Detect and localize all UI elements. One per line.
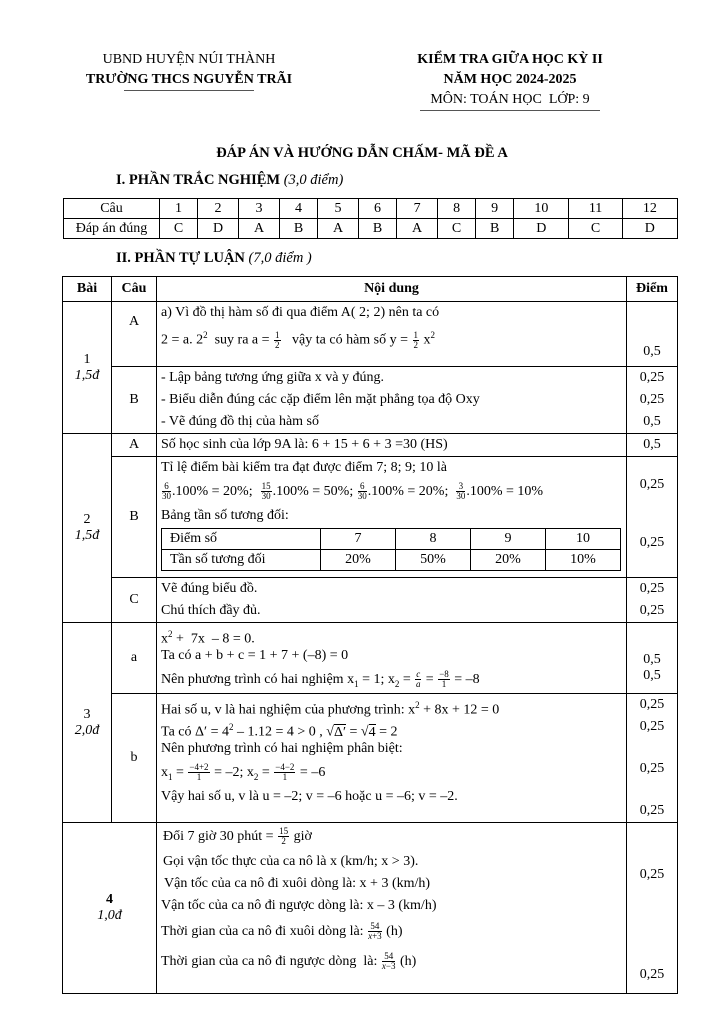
a-cell: D bbox=[622, 219, 677, 239]
b2-number: 2 bbox=[83, 512, 91, 527]
score: 0,25 bbox=[639, 392, 665, 407]
q-cell: 2 bbox=[198, 199, 239, 219]
freq-h2: 8 bbox=[396, 529, 471, 550]
score: 0,5 bbox=[643, 668, 661, 683]
score: 0,25 bbox=[639, 370, 665, 385]
b1-a-row bbox=[63, 302, 678, 367]
b1-a-content bbox=[157, 302, 627, 367]
b4-line4: Vận tốc của ca nô đi ngược dòng là: x – 3 (km/h) bbox=[161, 898, 437, 913]
b4-line6a: Thời gian của ca nô đi ngược dòng là: bbox=[161, 954, 381, 969]
part1-heading-text: I. PHẦN TRẮC NGHIỆM bbox=[116, 172, 281, 188]
part2-heading-text: II. PHẦN TỰ LUẬN bbox=[116, 250, 245, 266]
b2-c-scores bbox=[627, 578, 678, 623]
b2-b-line1: Tỉ lệ điểm bài kiểm tra đạt được điểm 7; 8; 9; 10 là bbox=[161, 460, 447, 475]
b3-a-content bbox=[157, 623, 627, 694]
b3-b-line4: $x_1$ = $\frac{-4+2}{1}$ = –2; $x_2$ = $\frac{-4-2}{1}$ = –6 bbox=[161, 762, 326, 783]
b3-b-line1: Hai số u, v là hai nghiệm của phương trình: $x^2 + 8x + 12 = 0$ bbox=[161, 700, 500, 718]
frac: $\frac{6}{30}$ bbox=[357, 481, 367, 502]
school-underline bbox=[124, 90, 254, 91]
b4-scores bbox=[627, 823, 678, 994]
col-content: Nội dung bbox=[157, 277, 627, 302]
b2-c-label: C bbox=[112, 578, 157, 623]
b3-a-label: a bbox=[112, 623, 157, 694]
b2-b-line2 bbox=[161, 479, 622, 505]
b4-line5b: (h) bbox=[382, 924, 403, 939]
b4-line5a: Thời gian của ca nô đi xuôi dòng là: bbox=[161, 924, 368, 939]
b4-row bbox=[63, 823, 678, 994]
pct-1: .100% = 20%; bbox=[172, 484, 253, 499]
b3-b-line1a: Hai số u, v là hai nghiệm của phương trình: x bbox=[161, 702, 416, 718]
b3-a-line1b: + 7x – 8 = 0. bbox=[172, 631, 255, 647]
b3-b-line1b: + 8x + 12 = 0 bbox=[419, 702, 500, 718]
a-cell: A bbox=[239, 219, 280, 239]
freq-r0: Tần số tương đối bbox=[162, 550, 321, 571]
freq-r2: 50% bbox=[396, 550, 471, 571]
freq-r3: 20% bbox=[471, 550, 546, 571]
b3-a-line3c: = –8 bbox=[450, 672, 480, 687]
b3-a-line2: Ta có a + b + c = 1 + 7 + (–8) = 0 bbox=[161, 648, 349, 663]
frac: $\frac{3}{30}$ bbox=[456, 481, 466, 502]
b1-b-content bbox=[157, 367, 627, 434]
b1-a-line2d: x bbox=[420, 332, 431, 348]
header-left bbox=[64, 50, 314, 91]
a-cell: D bbox=[198, 219, 239, 239]
b3-b-line2a: Ta có Δ′ = 4 bbox=[161, 724, 229, 740]
answer-table-row-answers bbox=[64, 219, 678, 239]
b4-number: 4 bbox=[106, 892, 113, 907]
b2-c-content bbox=[157, 578, 627, 623]
b1-a-line2b: suy ra a = bbox=[207, 332, 274, 348]
b2-b-line3: Bảng tần số tương đối: bbox=[161, 508, 289, 523]
b3-a-line1 bbox=[161, 623, 626, 645]
a-cell: D bbox=[514, 219, 569, 239]
freq-value-row bbox=[162, 550, 621, 571]
b2-cell bbox=[63, 434, 112, 623]
sqrt-delta: √Δ′ = √4 bbox=[326, 724, 376, 740]
score: 0,25 bbox=[639, 967, 665, 982]
q-cell: 8 bbox=[438, 199, 476, 219]
score: 0,25 bbox=[639, 477, 665, 492]
b1-a-line2c: vậy ta có hàm số y = bbox=[281, 332, 412, 348]
frequency-table bbox=[161, 528, 621, 571]
b4-content bbox=[157, 823, 627, 994]
freq-r4: 10% bbox=[546, 550, 621, 571]
frac: $\frac{1}{2}$ bbox=[275, 329, 280, 350]
score: 0,25 bbox=[639, 535, 665, 550]
score: 0,25 bbox=[639, 803, 665, 818]
score: 0,5 bbox=[643, 652, 661, 667]
b4-line5 bbox=[161, 917, 626, 947]
a-cell: C bbox=[160, 219, 198, 239]
b2-b-label: B bbox=[112, 457, 157, 578]
b3-b-scores bbox=[627, 694, 678, 823]
page-title: ĐÁP ÁN VÀ HƯỚNG DẪN CHẤM- MÃ ĐỀ A bbox=[216, 145, 508, 161]
q-cell: 3 bbox=[239, 199, 280, 219]
q-cell: 10 bbox=[514, 199, 569, 219]
b1-b-row bbox=[63, 367, 678, 434]
freq-header-row bbox=[162, 529, 621, 550]
b3-b-line2c: = 2 bbox=[375, 724, 398, 740]
b1-b-label: B bbox=[112, 367, 157, 434]
b3-b-label: b bbox=[112, 694, 157, 823]
b3-a-scores bbox=[627, 623, 678, 694]
b4-line1b: giờ bbox=[290, 829, 312, 844]
q-cell: 9 bbox=[476, 199, 514, 219]
q-cell: 7 bbox=[397, 199, 438, 219]
b3-points: 2,0đ bbox=[74, 722, 100, 738]
b1-b-line3: - Vẽ đúng đồ thị của hàm số bbox=[161, 414, 319, 429]
b1-a-line1: a) Vì đồ thị hàm số đi qua điểm A( 2; 2) nên ta có bbox=[161, 305, 440, 320]
b4-line6 bbox=[161, 947, 626, 977]
b2-b-row bbox=[63, 457, 678, 578]
q-cell: 1 bbox=[160, 199, 198, 219]
b3-cell bbox=[63, 623, 112, 823]
b3-b-line5: Vậy hai số u, v là u = –2; v = –6 hoặc u = –6; v = –2. bbox=[161, 789, 458, 804]
frac: $\frac{-4+2}{1}$ bbox=[189, 762, 209, 783]
a-cell: B bbox=[359, 219, 397, 239]
q-cell: 11 bbox=[569, 199, 622, 219]
school-name: TRƯỜNG THCS NGUYỄN TRÃI bbox=[85, 72, 293, 87]
q-cell: 4 bbox=[279, 199, 317, 219]
q-cell: 12 bbox=[622, 199, 677, 219]
score: 0,25 bbox=[639, 761, 665, 776]
essay-table bbox=[62, 276, 678, 994]
frac: $\frac{1}{2}$ bbox=[413, 329, 419, 350]
score: 0,25 bbox=[639, 867, 665, 882]
b2-a-score: 0,5 bbox=[627, 434, 678, 457]
b2-a-label: A bbox=[112, 434, 157, 457]
exp: 2 bbox=[203, 330, 208, 340]
school-year: NĂM HỌC 2024-2025 bbox=[443, 72, 577, 87]
b3-b-row bbox=[63, 694, 678, 823]
frac: $\frac{15}{30}$ bbox=[261, 481, 271, 502]
b3-a-line3a: Nên phương trình có hai nghiệm x bbox=[161, 672, 355, 687]
col-cau: Câu bbox=[112, 277, 157, 302]
frac: $\frac{54}{x-3}$ bbox=[381, 951, 396, 972]
frac: $\frac{15}{2}$ bbox=[279, 826, 289, 847]
q-cell: 6 bbox=[359, 199, 397, 219]
subject-underline bbox=[420, 110, 600, 111]
b3-a-line3b: = 1; x bbox=[358, 672, 395, 687]
essay-header-row bbox=[63, 277, 678, 302]
b1-cell bbox=[63, 302, 112, 434]
exam-name: KIỂM TRA GIỮA HỌC KỲ II bbox=[417, 52, 603, 67]
district-name: UBND HUYỆN NÚI THÀNH bbox=[102, 52, 276, 67]
b2-b-scores bbox=[627, 457, 678, 578]
b4-points: 1,0đ bbox=[97, 908, 122, 923]
b3-b-content bbox=[157, 694, 627, 823]
exp: 2 bbox=[168, 629, 173, 639]
a-cell: A bbox=[397, 219, 438, 239]
part1-heading bbox=[116, 172, 343, 189]
freq-h4: 10 bbox=[546, 529, 621, 550]
b1-b-line2: - Biểu diễn đúng các cặp điểm lên mặt phẳng tọa độ Oxy bbox=[161, 392, 480, 407]
b4-line2: Gọi vận tốc thực của ca nô là x (km/h; x > 3). bbox=[163, 854, 419, 869]
frac: $\frac{-8}{1}$ bbox=[439, 669, 449, 690]
pct-2: .100% = 50%; bbox=[272, 484, 354, 499]
freq-h3: 9 bbox=[471, 529, 546, 550]
score: 0,25 bbox=[639, 603, 665, 618]
b1-b-line1: - Lập bảng tương ứng giữa x và y đúng. bbox=[161, 370, 385, 385]
b2-b-content bbox=[157, 457, 627, 578]
b4-line3: Vận tốc của ca nô đi xuôi dòng là: x + 3 (km/h) bbox=[164, 876, 431, 891]
part1-points: (3,0 điểm) bbox=[283, 172, 344, 188]
b2-c-row bbox=[63, 578, 678, 623]
b3-number: 3 bbox=[83, 706, 91, 722]
frac: $\frac{c}{a}$ bbox=[416, 669, 421, 690]
b3-b-line2b: – 1.12 = 4 > 0 , bbox=[233, 724, 327, 740]
b1-a-score: 0,5 bbox=[627, 302, 678, 367]
b3-b-line4b: = –2; x bbox=[210, 765, 254, 780]
b2-points: 1,5đ bbox=[74, 528, 100, 543]
b4-line1 bbox=[161, 823, 626, 851]
answer-table-row-questions bbox=[64, 199, 678, 219]
a-cell: B bbox=[279, 219, 317, 239]
score: 0,25 bbox=[639, 581, 665, 596]
col-diem: Điểm bbox=[627, 277, 678, 302]
freq-h0: Điểm số bbox=[162, 529, 321, 550]
b3-a-line3: Nên phương trình có hai nghiệm $x_1 = 1$; $x_2$ = $\frac{c}{a}$ = $\frac{-8}{1}$ = –8 bbox=[161, 669, 480, 690]
frac: $\frac{6}{30}$ bbox=[162, 481, 171, 502]
freq-r1: 20% bbox=[321, 550, 396, 571]
b2-a-content bbox=[157, 434, 627, 457]
label-question: Câu bbox=[64, 199, 160, 219]
label-answer: Đáp án đúng bbox=[64, 219, 160, 239]
b4-line1a: Đổi 7 giờ 30 phút = bbox=[163, 829, 278, 844]
b3-b-x1: x bbox=[161, 765, 168, 780]
score: 0,25 bbox=[639, 719, 665, 734]
b1-a-line2a: 2 = a. 2 bbox=[161, 332, 204, 348]
b3-b-line2: Ta có $\Delta' = 4^2 - 1.12 = 4 > 0$ , √Δ′ = √4 = 2 bbox=[161, 722, 398, 740]
part2-heading bbox=[116, 250, 312, 267]
a-cell: B bbox=[476, 219, 514, 239]
score: 0,5 bbox=[643, 414, 661, 429]
exp: 2 bbox=[430, 330, 436, 340]
header-right bbox=[385, 50, 635, 111]
b2-c-line1: Vẽ đúng biểu đồ. bbox=[161, 581, 258, 596]
pct-3: .100% = 20%; bbox=[367, 484, 449, 499]
a-cell: C bbox=[569, 219, 622, 239]
b2-a-row bbox=[63, 434, 678, 457]
b3-b-line4c: = –6 bbox=[296, 765, 326, 780]
answer-table bbox=[63, 198, 678, 239]
subject-line: MÔN: TOÁN HỌC LỚP: 9 bbox=[430, 92, 590, 107]
part2-points: (7,0 điểm ) bbox=[248, 250, 312, 266]
b2-a-line1: Số học sinh của lớp 9A là: 6 + 15 + 6 + 3 =30 (HS) bbox=[161, 437, 448, 452]
b3-b-line3: Nên phương trình có hai nghiệm phân biệt: bbox=[161, 741, 403, 756]
b1-b-scores bbox=[627, 367, 678, 434]
b4-cell bbox=[63, 823, 157, 994]
frac: $\frac{54}{x+3}$ bbox=[368, 921, 382, 942]
frac: $\frac{-4-2}{1}$ bbox=[275, 762, 295, 783]
b2-c-line2: Chú thích đầy đủ. bbox=[161, 603, 261, 618]
freq-h1: 7 bbox=[321, 529, 396, 550]
b3-a-row bbox=[63, 623, 678, 694]
col-bai: Bài bbox=[63, 277, 112, 302]
score: 0,25 bbox=[639, 697, 665, 712]
pct-4: .100% = 10% bbox=[466, 484, 544, 499]
q-cell: 5 bbox=[318, 199, 359, 219]
b1-points: 1,5đ bbox=[74, 367, 100, 383]
b1-number: 1 bbox=[83, 351, 91, 367]
b4-line6b: (h) bbox=[396, 954, 417, 969]
a-cell: C bbox=[438, 219, 476, 239]
b3-a-x: x bbox=[161, 631, 168, 647]
b1-a-line2 bbox=[161, 324, 626, 350]
b1-a-label: A bbox=[112, 302, 157, 367]
a-cell: A bbox=[318, 219, 359, 239]
